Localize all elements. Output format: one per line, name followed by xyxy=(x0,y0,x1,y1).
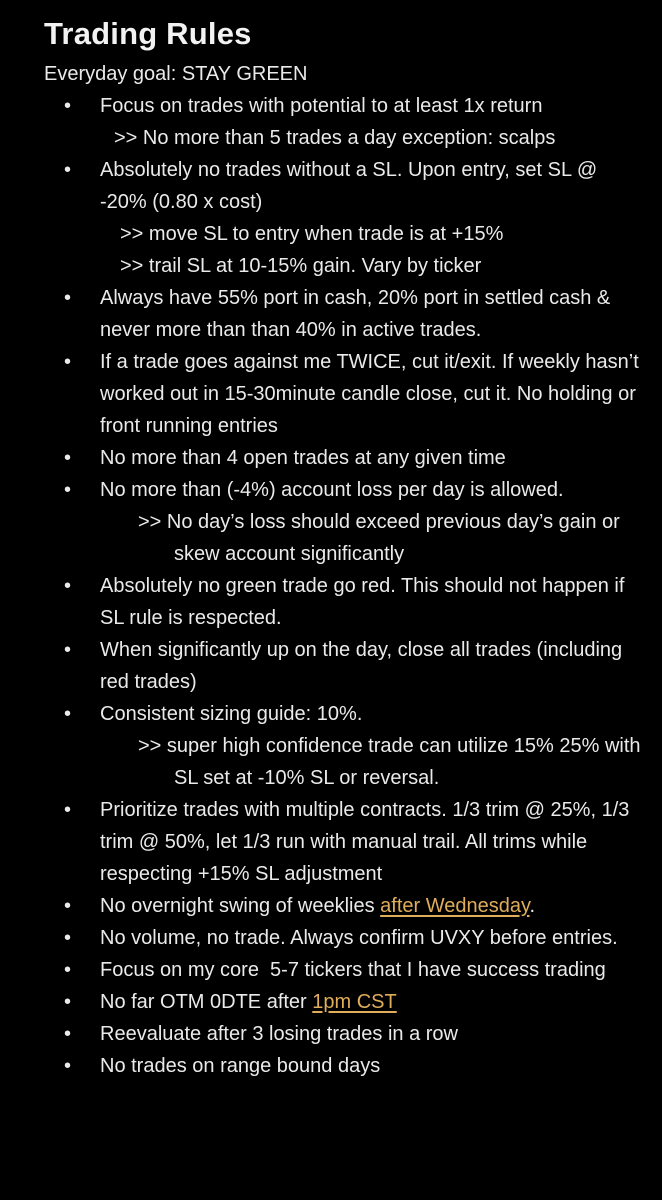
rule-item xyxy=(44,1018,644,1050)
rule-text: Focus on trades with potential to at least 1x return xyxy=(100,95,543,117)
bullet-icon: • xyxy=(64,703,72,725)
bullet-icon: • xyxy=(64,799,72,821)
rule-subnote: >> trail SL at 10-15% gain. Vary by ticker xyxy=(120,255,482,277)
rule-text: No more than 4 open trades at any given time xyxy=(100,447,506,469)
rule-item xyxy=(44,698,644,794)
rule-item xyxy=(44,90,644,154)
bullet-icon: • xyxy=(64,95,72,117)
rule-text: When significantly up on the day, close all trades (including red trades) xyxy=(100,639,623,693)
rule-item xyxy=(44,570,644,634)
bullet-icon: • xyxy=(64,479,72,501)
bullet-icon: • xyxy=(64,287,72,309)
rule-item xyxy=(44,1050,644,1082)
rule-item xyxy=(44,282,644,346)
1pm-cst-link[interactable]: 1pm CST xyxy=(312,991,397,1013)
bullet-icon: • xyxy=(64,927,72,949)
rule-text-after: . xyxy=(529,895,536,917)
rule-text: Always have 55% port in cash, 20% port in settled cash & never more than than 40% in active trades. xyxy=(100,287,611,341)
bullet-icon: • xyxy=(64,639,72,661)
rule-text: No volume, no trade. Always confirm UVXY before entries. xyxy=(100,927,618,949)
after-wednesday-link[interactable]: after Wednesday xyxy=(380,895,530,917)
rule-text: Prioritize trades with multiple contracts. 1/3 trim @ 25%, 1/3 trim @ 50%, let 1/3 run with manual trail. All trims while respecting +15% SL adjustment xyxy=(100,799,630,885)
bullet-icon: • xyxy=(64,351,72,373)
bullet-icon: • xyxy=(64,447,72,469)
rule-item xyxy=(44,154,644,282)
rule-item xyxy=(44,346,644,442)
rule-item xyxy=(44,634,644,698)
rule-item xyxy=(44,794,644,890)
rule-subnote: >> No day’s loss should exceed previous day’s gain or skew account significantly xyxy=(138,511,620,565)
rule-text: Absolutely no trades without a SL. Upon entry, set SL @ -20% (0.80 x cost) xyxy=(100,159,598,213)
rule-text-before: No far OTM 0DTE after xyxy=(100,991,313,1013)
rule-item xyxy=(44,474,644,570)
rules-list xyxy=(44,90,648,1082)
rule-subnote: >> No more than 5 trades a day exception: scalps xyxy=(114,127,556,149)
rule-text xyxy=(100,991,397,1013)
bullet-icon: • xyxy=(64,159,72,181)
bullet-icon: • xyxy=(64,895,72,917)
rule-item xyxy=(44,922,644,954)
rule-item xyxy=(44,986,644,1018)
rule-text: Reevaluate after 3 losing trades in a row xyxy=(100,1023,458,1045)
rule-item xyxy=(44,890,644,922)
bullet-icon: • xyxy=(64,1023,72,1045)
rule-subnote: >> move SL to entry when trade is at +15% xyxy=(120,223,504,245)
bullet-icon: • xyxy=(64,575,72,597)
bullet-icon: • xyxy=(64,991,72,1013)
rule-text xyxy=(100,895,535,917)
rule-text: No trades on range bound days xyxy=(100,1055,381,1077)
page-title: Trading Rules xyxy=(44,16,252,51)
rule-item xyxy=(44,442,644,474)
rule-text-before: No overnight swing of weeklies xyxy=(100,895,381,917)
rule-text: Absolutely no green trade go red. This should not happen if SL rule is respected. xyxy=(100,575,625,629)
rule-text: Focus on my core 5-7 tickers that I have success trading xyxy=(100,959,606,981)
rule-item xyxy=(44,954,644,986)
bullet-icon: • xyxy=(64,1055,72,1077)
rule-subnote: >> super high confidence trade can utilize 15% 25% with SL set at -10% SL or reversal. xyxy=(138,735,641,789)
rule-text: If a trade goes against me TWICE, cut it/exit. If weekly hasn’t worked out in 15-30minute candle close, cut it. No holding or front running entries xyxy=(100,351,639,437)
rule-text: No more than (-4%) account loss per day is allowed. xyxy=(100,479,564,501)
everyday-goal: Everyday goal: STAY GREEN xyxy=(44,63,308,85)
rule-text: Consistent sizing guide: 10%. xyxy=(100,703,363,725)
bullet-icon: • xyxy=(64,959,72,981)
